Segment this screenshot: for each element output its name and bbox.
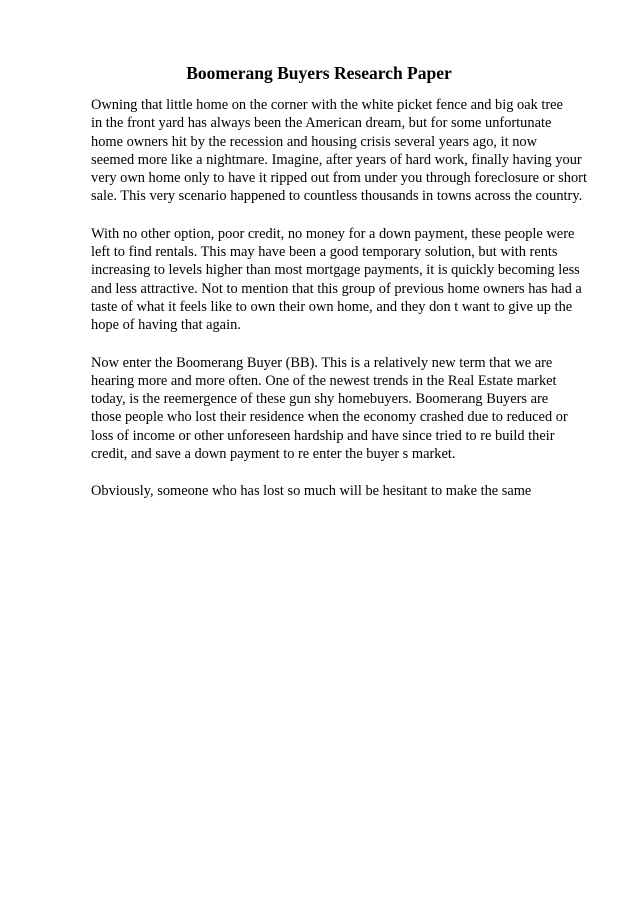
text-line: in the front yard has always been the American dream, but for some unfortunate <box>91 115 552 132</box>
text-line: home owners hit by the recession and housing crisis several years ago, it now <box>91 133 538 150</box>
text-line: and less attractive. Not to mention that this group of previous home owners has had a <box>91 280 582 297</box>
paragraph-4 <box>91 482 598 500</box>
paragraph-3 <box>91 354 598 464</box>
text-line: Now enter the Boomerang Buyer (BB). This is a relatively new term that we are <box>91 354 553 371</box>
text-line: left to find rentals. This may have been a good temporary solution, but with rents <box>91 244 558 261</box>
text-line: very own home only to have it ripped out from under you through foreclosure or short <box>91 170 587 187</box>
text-line: sale. This very scenario happened to countless thousands in towns across the country. <box>91 188 583 205</box>
text-line: seemed more like a nightmare. Imagine, after years of hard work, finally having your <box>91 151 582 168</box>
paragraph-1 <box>91 96 598 206</box>
text-line: hearing more and more often. One of the newest trends in the Real Estate market <box>91 372 557 389</box>
text-line: today, is the reemergence of these gun shy homebuyers. Boomerang Buyers are <box>91 391 549 408</box>
text-line: taste of what it feels like to own their own home, and they don t want to give up the <box>91 298 573 315</box>
text-line: Obviously, someone who has lost so much will be hesitant to make the same <box>91 483 532 500</box>
text-line: credit, and save a down payment to re enter the buyer s market. <box>91 446 456 463</box>
text-line: hope of having that again. <box>91 317 241 334</box>
document-title: Boomerang Buyers Research Paper <box>186 63 452 83</box>
text-line: With no other option, poor credit, no money for a down payment, these people were <box>91 225 575 242</box>
text-line: Owning that little home on the corner with the white picket fence and big oak tree <box>91 97 563 113</box>
text-line: those people who lost their residence when the economy crashed due to reduced or <box>91 409 568 426</box>
text-line: loss of income or other unforeseen hardship and have since tried to re build their <box>91 427 555 444</box>
text-line: increasing to levels higher than most mortgage payments, it is quickly becoming less <box>91 262 580 279</box>
paragraph-2 <box>91 225 598 335</box>
